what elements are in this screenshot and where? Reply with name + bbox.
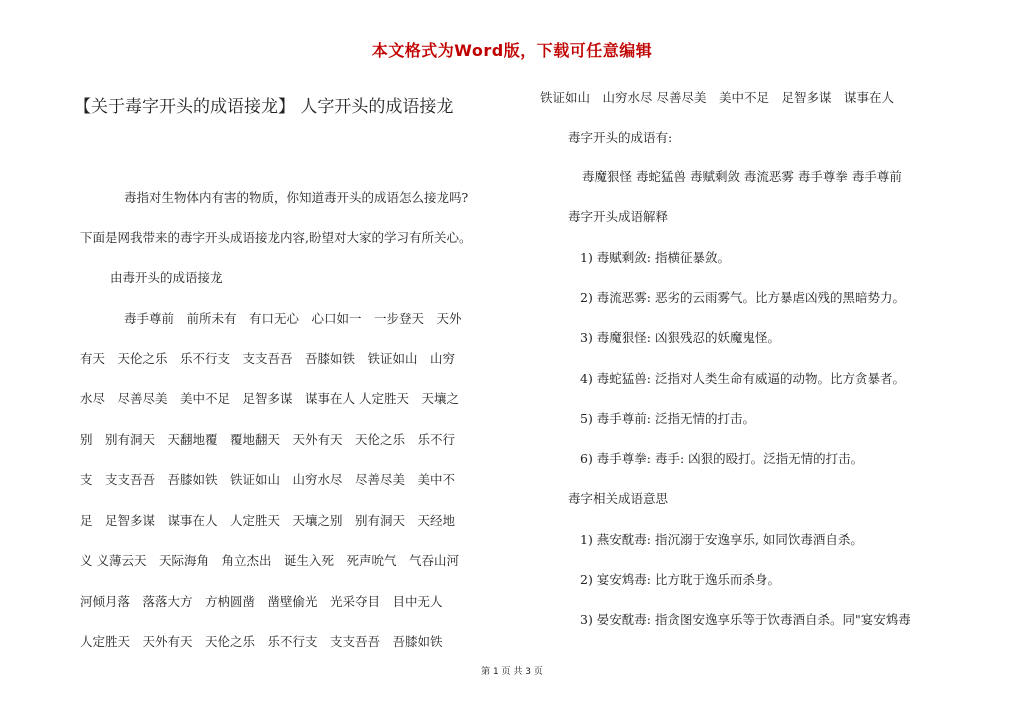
idiom-chain-line: 别 别有洞天 天翻地覆 覆地翻天 天外有天 天伦之乐 乐不行 [80,432,456,447]
download-banner: 本文格式为Word版，下载可任意编辑 [371,41,653,60]
definition-item: 1) 燕安酖毒: 指沉溺于安逸享乐, 如同饮毒酒自杀。 [580,532,863,547]
idiom-chain-line: 人定胜天 天外有天 天伦之乐 乐不行支 支支吾吾 吾膝如铁 [80,634,443,649]
idiom-chain-line: 河倾月落 落落大方 方枘圆凿 凿壁偷光 光采夺目 目中无人 [80,594,443,609]
section-heading: 毒字开头成语解释 [568,209,669,224]
definition-item: 3) 毒魔狠怪: 凶狠残忍的妖魔鬼怪。 [580,330,780,345]
definition-item: 2) 宴安鸩毒: 比方耽于逸乐而杀身。 [580,572,780,587]
idiom-chain-line: 足 足智多谋 谋事在人 人定胜天 天壤之别 别有洞天 天经地 [80,513,456,528]
idiom-chain-line: 有天 天伦之乐 乐不行支 支支吾吾 吾膝如铁 铁证如山 山穷 [80,351,456,366]
definition-item: 4) 毒蛇猛兽: 泛指对人类生命有威逼的动物。比方贪暴者。 [580,371,905,386]
definition-item: 6) 毒手尊拳: 毒手: 凶狠的殴打。泛指无情的打击。 [580,451,864,466]
page-number: 第 1 页 共 3 页 [481,667,543,677]
section-heading: 由毒开头的成语接龙 [110,270,223,285]
idiom-chain-line: 毒手尊前 前所未有 有口无心 心口如一 一步登天 天外 [124,311,462,326]
idiom-chain-line: 义 义薄云天 天际海角 角立杰出 诞生入死 死声吮气 气吞山河 [80,553,459,568]
document-title: 【关于毒字开头的成语接龙】 人字开头的成语接龙 [74,97,454,117]
paragraph-line: 下面是网我带来的毒字开头成语接龙内容,盼望对大家的学习有所关心。 [80,230,472,245]
definition-item: 5) 毒手尊前: 泛指无情的打击。 [580,411,755,426]
section-heading: 毒字相关成语意思 [568,491,669,506]
idiom-chain-line: 铁证如山 山穷水尽 尽善尽美 美中不足 足智多谋 谋事在人 [540,90,894,105]
idiom-chain-line: 水尽 尽善尽美 美中不足 足智多谋 谋事在人 人定胜天 天壤之 [80,391,459,406]
definition-item: 3) 晏安酖毒: 指贪图安逸享乐等于饮毒酒自杀。同"宴安鸩毒 [580,612,911,627]
idiom-list-line: 毒魔狠怪 毒蛇猛兽 毒赋剩敛 毒流恶雾 毒手尊拳 毒手尊前 [582,169,902,184]
definition-item: 1) 毒赋剩敛: 指横征暴敛。 [580,250,730,265]
paragraph-line: 毒指对生物体内有害的物质，你知道毒开头的成语怎么接龙吗? [124,190,469,205]
section-heading: 毒字开头的成语有: [568,130,673,145]
definition-item: 2) 毒流恶雾: 恶劣的云雨雾气。比方暴虐凶残的黑暗势力。 [580,290,905,305]
idiom-chain-line: 支 支支吾吾 吾膝如铁 铁证如山 山穷水尽 尽善尽美 美中不 [80,472,456,487]
